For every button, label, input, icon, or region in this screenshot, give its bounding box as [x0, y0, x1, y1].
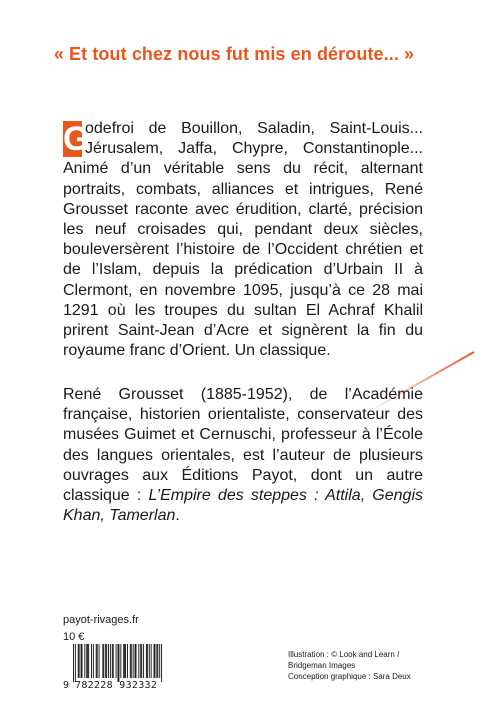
tagline: « Et tout chez nous fut mis en déroute... »	[53, 44, 415, 64]
blurb-paragraph	[63, 119, 423, 361]
publisher-website: payot-rivages.fr	[63, 614, 139, 626]
blurb-text: odefroi de Bouillon, Saladin, Saint-Louis... Jérusalem, Jaffa, Chypre, Constantinople... Animé d’un véritable sens du récit, alternant portraits, combats, alliances et intrigues, René Grousset raconte avec érudition, clarté, précision les neuf croisades qui, pendant deux siècles, bouleversèrent l’histoire de l’Occident chrétien et de l’Islam, depuis la prédication d’Urbain II à Clermont, en novembre 1095, jusqu’à ce 28 mai 1291 où les troupes du sultan El Achraf Khalil prirent Saint-Jean d’Acre et signèrent la fin du royaume franc d’Orient. Un classique.	[63, 120, 423, 360]
bio-text: René Grousset (1885-1952), de l’Académie française, historien orientaliste, conservateur des musées Guimet et Cernuschi, professeur à l’École des langues orientales, est l’auteur de plusieurs ouvrages aux Éditions Payot, dont un autre classique :	[63, 386, 423, 505]
barcode-first-digit: 9	[63, 680, 70, 691]
barcode-bars	[73, 644, 163, 682]
drop-cap: G	[63, 120, 90, 158]
credits-illustration: Illustration : © Look and Learn /	[288, 650, 400, 659]
price: 10 €	[63, 631, 85, 643]
bio-book-title: L’Empire des steppes : Attila, Gengis Khan, Tamerlan	[63, 487, 424, 525]
credits	[288, 649, 418, 682]
bio-end: .	[175, 507, 180, 525]
barcode-digits: 782228 932332	[75, 680, 158, 691]
credits-source: Bridgeman Images	[288, 661, 356, 670]
credits-design: Conception graphique : Sara Deux	[288, 672, 411, 681]
bio-paragraph	[63, 385, 423, 526]
barcode	[63, 644, 163, 694]
